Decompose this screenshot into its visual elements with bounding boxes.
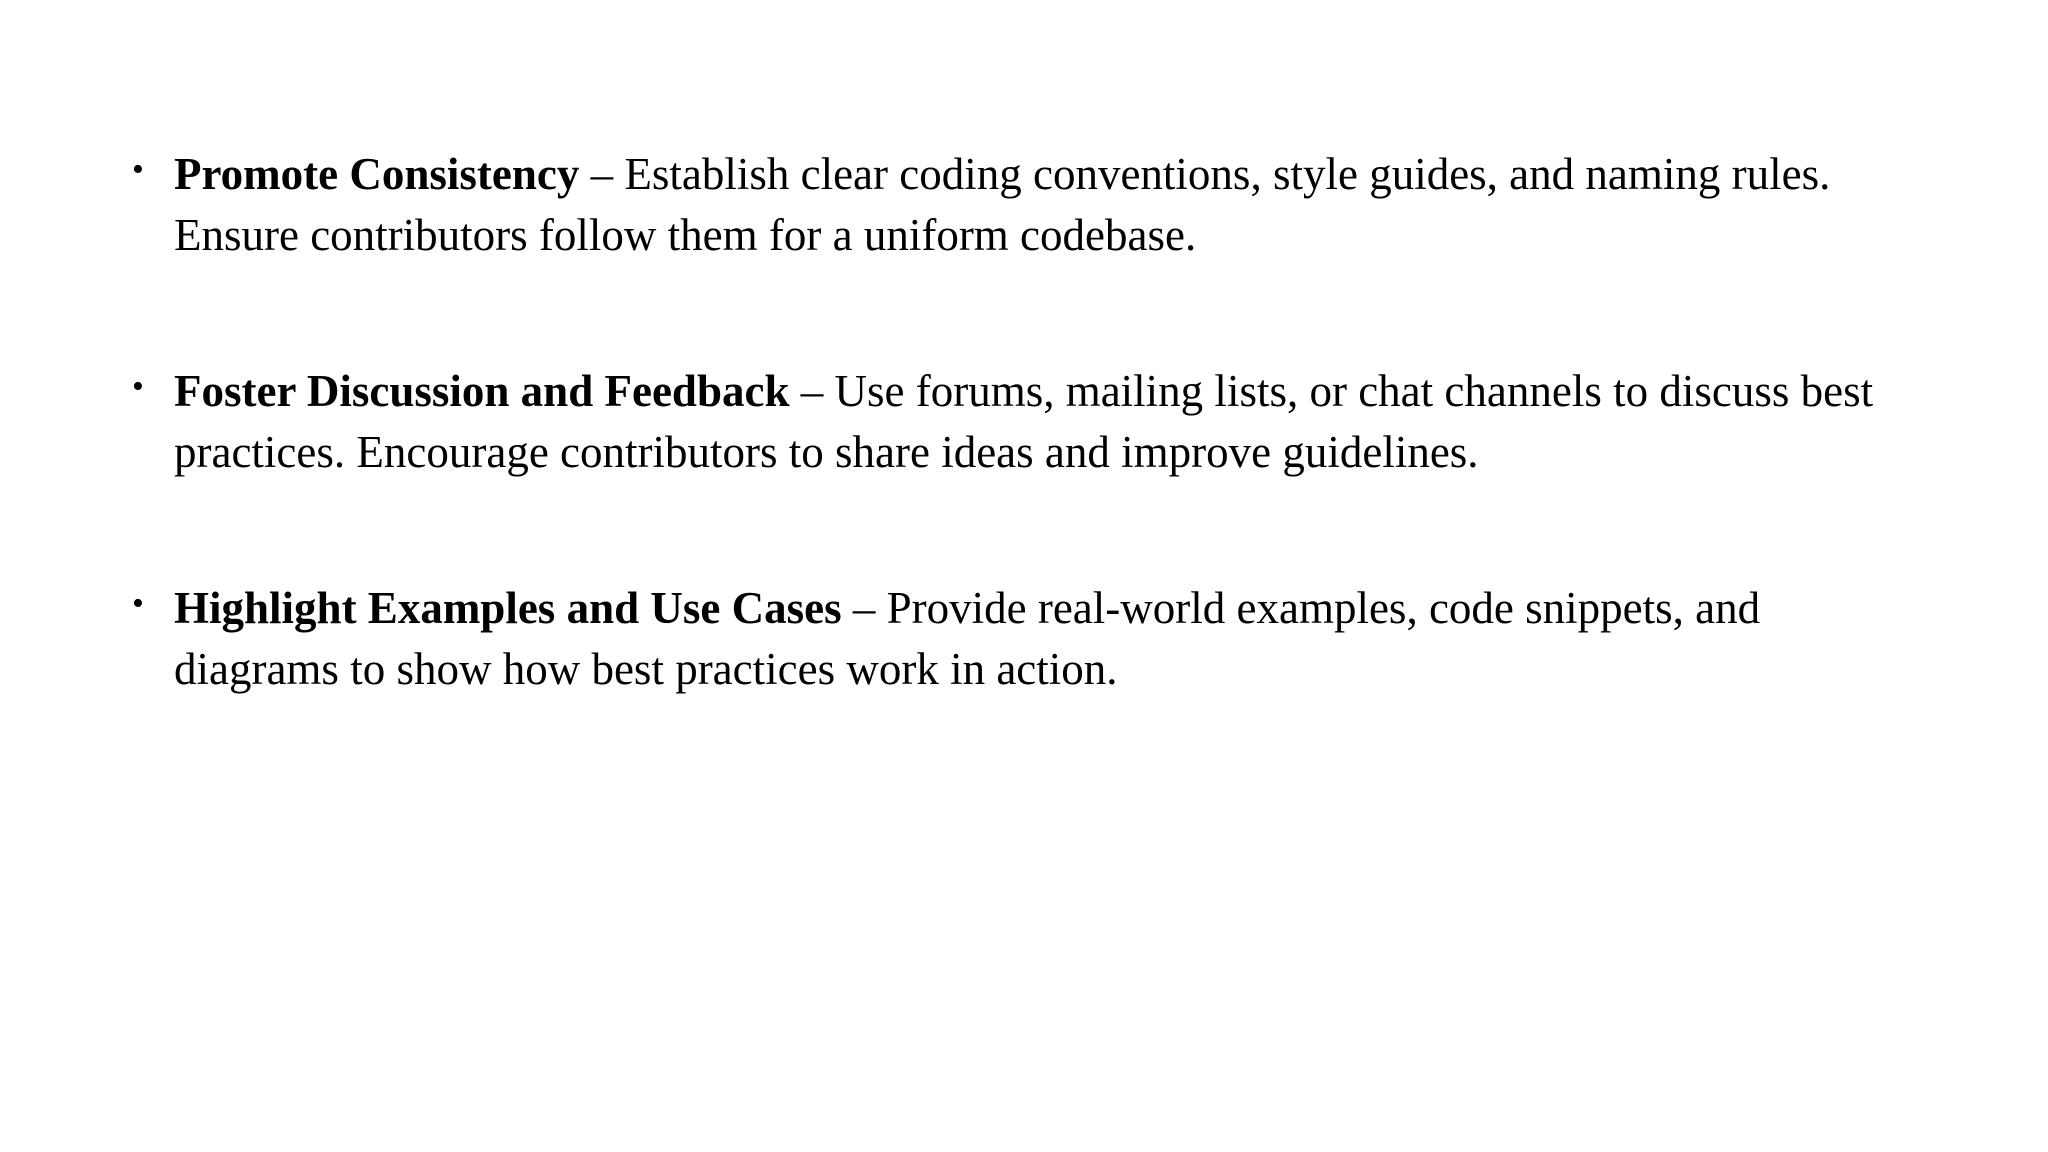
bullet-separator: –: [579, 149, 625, 199]
bullet-heading: Highlight Examples and Use Cases: [174, 583, 842, 633]
bullet-text: Establish clear coding conventions, style guides, and naming rules. Ensure contributors follow them for a uniform codebase.: [174, 149, 1831, 260]
bullet-heading: Foster Discussion and Feedback: [174, 366, 790, 416]
bullet-text: Provide real-world examples, code snippets, and diagrams to show how best practices work in action.: [174, 583, 1761, 694]
bullet-separator: –: [789, 366, 835, 416]
bullet-item-foster-discussion: [132, 361, 1922, 483]
bullet-text: Use forums, mailing lists, or chat channels to discuss best practices. Encourage contributors to share ideas and improve guidelines.: [174, 366, 1874, 477]
bullet-dot: •: [132, 151, 144, 188]
bullet-separator: –: [841, 583, 887, 633]
bullet-dot: •: [132, 368, 144, 405]
bullet-item-highlight-examples: [132, 578, 1922, 700]
bullet-item-promote-consistency: [132, 144, 1922, 266]
bullet-list: [132, 144, 1922, 795]
bullet-heading: Promote Consistency: [174, 149, 580, 199]
bullet-dot: •: [132, 585, 144, 622]
